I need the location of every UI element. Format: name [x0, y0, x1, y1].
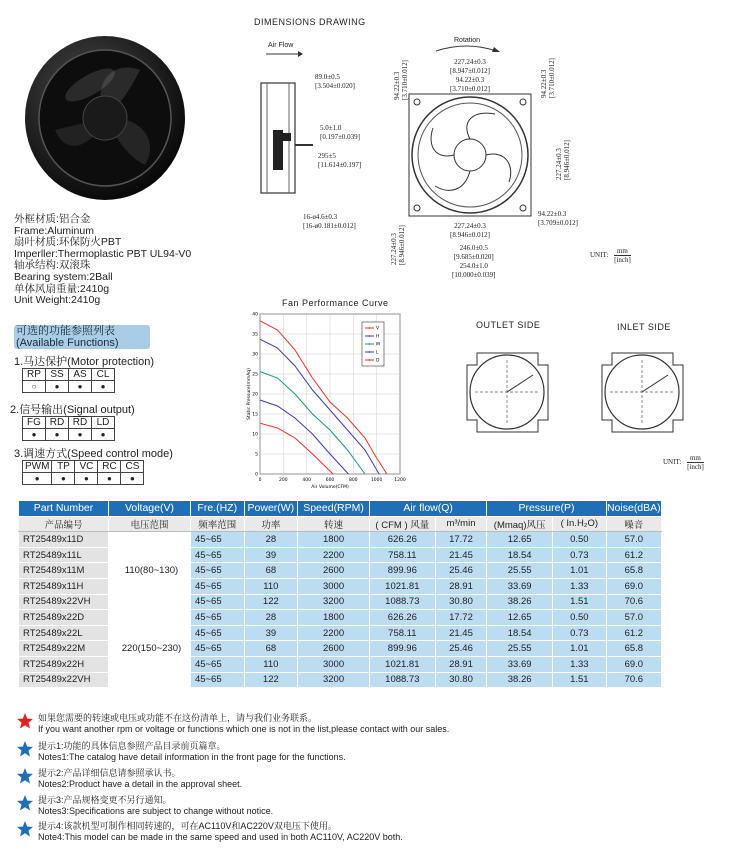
header-voltage: Voltage(V) — [109, 501, 191, 517]
cell-m3min: 25.46 — [435, 563, 487, 579]
legend-label: M — [376, 342, 380, 348]
cell-part-number: RT25489x22M — [19, 641, 109, 657]
cell-voltage: 220(150~230) — [109, 610, 191, 688]
cell-inh2o: 1.51 — [553, 594, 607, 610]
mark-cell: ● — [69, 429, 92, 441]
cell-m3min: 30.80 — [435, 672, 487, 688]
dim-89: 89.0±0.5 — [315, 73, 340, 81]
cell-power: 122 — [244, 672, 298, 688]
sub-part-number: 产品编号 — [19, 516, 109, 532]
code-cell: CS — [121, 461, 144, 473]
dim-227-left-v: 227.24±0.3 — [390, 233, 398, 265]
y-tick-label: 35 — [252, 332, 258, 338]
cell-power: 39 — [244, 547, 298, 563]
cell-cfm: 899.96 — [369, 641, 435, 657]
dim-94-top-inch: [3.710±0.012] — [450, 85, 491, 93]
code-cell: RD — [46, 417, 69, 429]
note-en: Notes3:Specifications are subject to change without notice. — [38, 805, 274, 816]
cell-inh2o: 0.50 — [553, 532, 607, 548]
cell-mmaq: 18.54 — [487, 547, 553, 563]
cell-inh2o: 0.73 — [553, 547, 607, 563]
header-frequency: Fre.(HZ) — [190, 501, 244, 517]
y-tick-label: 0 — [255, 472, 258, 478]
dim-227-left-v-inch: [8.946±0.012] — [398, 224, 406, 265]
spec-weight-cn: 单体风扇重量:2410g — [14, 282, 110, 295]
cell-noise: 65.8 — [606, 563, 661, 579]
side-profile-drawing — [255, 75, 315, 205]
star-icon — [16, 794, 34, 812]
cell-power: 110 — [244, 578, 298, 594]
dim-227-top: 227.24±0.3 — [454, 58, 486, 66]
cell-noise: 70.6 — [606, 672, 661, 688]
cell-mmaq: 33.69 — [487, 578, 553, 594]
mark-cell: ● — [23, 429, 46, 441]
x-axis-label: Air Volume(CFM) — [311, 485, 349, 490]
spec-frame-en: Frame:Aluminum — [14, 224, 94, 237]
drawing-title: DIMENSIONS DRAWING — [254, 17, 366, 27]
cell-part-number: RT25489x22D — [19, 610, 109, 626]
mark-cell: ● — [52, 473, 75, 485]
unit-mm: mm — [614, 247, 631, 256]
functions-title-en: (Available Functions) — [16, 336, 119, 349]
sub-frequency: 频率范围 — [190, 516, 244, 532]
cell-frequency: 45~65 — [190, 672, 244, 688]
cell-noise: 65.8 — [606, 641, 661, 657]
outlet-side-title: OUTLET SIDE — [476, 320, 541, 330]
code-cell: RP — [23, 369, 46, 381]
note-en: If you want another rpm or voltage or functions which one is not in the list,please contact with our sales. — [38, 723, 450, 734]
cell-frequency: 45~65 — [190, 625, 244, 641]
cell-m3min: 17.72 — [435, 610, 487, 626]
cell-cfm: 1021.81 — [369, 578, 435, 594]
inlet-side-drawing — [590, 335, 695, 450]
cell-part-number: RT25489x11H — [19, 578, 109, 594]
cell-speed: 3000 — [298, 578, 370, 594]
cell-noise: 69.0 — [606, 656, 661, 672]
cell-frequency: 45~65 — [190, 532, 244, 548]
cell-inh2o: 1.33 — [553, 578, 607, 594]
motor-protection-label: 1.马达保护(Motor protection) — [14, 356, 154, 368]
front-view-drawing — [405, 90, 535, 220]
spec-bearing-en: Bearing system:2Ball — [14, 270, 113, 283]
cell-cfm: 1088.73 — [369, 594, 435, 610]
dim-227-top-inch: [8.947±0.012] — [450, 67, 491, 75]
sides-unit-label: UNIT: — [663, 458, 682, 467]
header-airflow: Air flow(Q) — [369, 501, 486, 517]
note-cn: 提示1:功能的具体信息参照产品目录前页篇章。 — [38, 741, 226, 751]
x-tick-label: 800 — [349, 478, 358, 483]
functions-title — [14, 325, 150, 349]
signal-output-table — [22, 416, 115, 441]
cell-speed: 1800 — [298, 610, 370, 626]
code-cell: RC — [98, 461, 121, 473]
sub-cfm: ( CFM ) 风量 — [369, 516, 435, 532]
dim-94-left-v: 94.22±0.3 — [393, 71, 401, 100]
dim-254-inch: [10.000±0.039] — [452, 271, 496, 279]
outlet-side-drawing — [455, 335, 560, 450]
mark-cell: ● — [46, 381, 69, 393]
sides-unit-inch: [inch] — [687, 463, 704, 471]
cell-inh2o: 1.01 — [553, 563, 607, 579]
cell-speed: 3000 — [298, 656, 370, 672]
air-flow-label: Air Flow — [268, 42, 294, 49]
cell-part-number: RT25489x22L — [19, 625, 109, 641]
y-tick-label: 40 — [252, 312, 258, 318]
note — [38, 795, 273, 816]
cell-part-number: RT25489x22H — [19, 656, 109, 672]
y-tick-label: 25 — [252, 372, 258, 378]
cell-power: 28 — [244, 532, 298, 548]
dim-5: 5.0±1.0 — [320, 124, 342, 132]
cell-noise: 61.2 — [606, 625, 661, 641]
header-power: Power(W) — [244, 501, 298, 517]
table-header-row — [19, 501, 662, 517]
fan-photo — [20, 30, 190, 205]
dim-246-inch: [9.685±0.020] — [453, 253, 494, 261]
sides-unit-mm: mm — [687, 454, 704, 463]
curve-title: Fan Performance Curve — [282, 298, 389, 308]
mark-cell: ● — [92, 381, 115, 393]
mark-cell: ● — [75, 473, 98, 485]
x-tick-label: 200 — [279, 478, 288, 483]
code-cell: PWM — [23, 461, 52, 473]
dim-94-right-inch: [3.709±0.012] — [538, 219, 579, 227]
legend-label: V — [376, 326, 380, 332]
note — [38, 741, 346, 762]
cell-voltage: 110(80~130) — [109, 532, 191, 610]
note — [38, 768, 242, 789]
dim-94-right: 94.22±0.3 — [538, 210, 567, 218]
cell-noise: 57.0 — [606, 610, 661, 626]
y-tick-label: 20 — [252, 392, 258, 398]
sub-inh2o: ( In.H₂O) — [553, 516, 607, 532]
note-cn: 提示3:产品规格变更不另行通知。 — [38, 795, 172, 805]
dim-227-bottom: 227.24±0.3 — [454, 222, 486, 230]
note — [38, 821, 403, 842]
cell-mmaq: 18.54 — [487, 625, 553, 641]
speed-control-label: 3.调速方式(Speed control mode) — [14, 448, 173, 460]
unit-inch: [inch] — [614, 256, 631, 264]
cell-inh2o: 0.50 — [553, 610, 607, 626]
cell-speed: 3200 — [298, 672, 370, 688]
x-tick-label: 1000 — [370, 478, 383, 483]
star-icon — [16, 740, 34, 758]
mark-cell: ● — [23, 473, 52, 485]
sub-voltage: 电压范围 — [109, 516, 191, 532]
note — [38, 713, 449, 734]
cell-part-number: RT25489x11D — [19, 532, 109, 548]
cell-cfm: 1088.73 — [369, 672, 435, 688]
sub-speed: 转速 — [298, 516, 370, 532]
sub-m3min: m³/min — [435, 516, 487, 532]
spec-list — [14, 214, 191, 307]
mark-cell: ● — [121, 473, 144, 485]
mark-cell: ○ — [23, 381, 46, 393]
cell-speed: 2200 — [298, 625, 370, 641]
cell-frequency: 45~65 — [190, 641, 244, 657]
code-cell: LD — [92, 417, 115, 429]
cell-cfm: 758.11 — [369, 625, 435, 641]
legend-marker — [369, 351, 371, 353]
cell-power: 28 — [244, 610, 298, 626]
spec-frame-cn: 外框材质:铝合金 — [14, 213, 91, 225]
y-tick-label: 5 — [255, 452, 258, 458]
cell-noise: 69.0 — [606, 578, 661, 594]
dim-254: 254.0±1.0 — [459, 262, 488, 270]
x-tick-label: 400 — [302, 478, 311, 483]
cell-cfm: 758.11 — [369, 547, 435, 563]
signal-output-label: 2.信号输出(Signal output) — [10, 404, 135, 416]
air-flow-arrow-icon — [264, 50, 304, 58]
cell-mmaq: 38.26 — [487, 594, 553, 610]
cell-part-number: RT25489x22VH — [19, 672, 109, 688]
code-cell: SS — [46, 369, 69, 381]
mark-cell: ● — [46, 429, 69, 441]
rotation-arrow-icon — [432, 43, 502, 53]
cell-m3min: 30.80 — [435, 594, 487, 610]
cell-m3min: 21.45 — [435, 547, 487, 563]
dim-295-inch: [11.614±0.197] — [318, 161, 362, 169]
dim-5-inch: [0.197±0.039] — [320, 133, 361, 141]
spec-impeller-cn: 扇叶材质:环保防火PBT — [14, 236, 122, 249]
note-cn: 提示2:产品详细信息请参照承认书。 — [38, 768, 181, 778]
cell-noise: 70.6 — [606, 594, 661, 610]
legend-marker — [369, 343, 371, 345]
table-row — [19, 610, 662, 626]
cell-frequency: 45~65 — [190, 547, 244, 563]
header-pressure: Pressure(P) — [487, 501, 606, 517]
cell-part-number: RT25489x11M — [19, 563, 109, 579]
cell-power: 110 — [244, 656, 298, 672]
cell-power: 68 — [244, 563, 298, 579]
dim-94-right-v: 94.22±0.3 — [540, 69, 548, 98]
rotation-label: Rotation — [454, 37, 481, 44]
x-tick-label: 1200 — [394, 478, 406, 483]
unit-label: UNIT: — [590, 251, 609, 260]
dim-94-right-v-inch: [3.710±0.012] — [548, 57, 556, 98]
y-tick-label: 30 — [252, 352, 258, 358]
cell-m3min: 21.45 — [435, 625, 487, 641]
spec-table — [18, 500, 662, 688]
cell-power: 39 — [244, 625, 298, 641]
y-tick-label: 10 — [252, 432, 258, 438]
dim-295: 295±5 — [318, 152, 336, 160]
cell-mmaq: 25.55 — [487, 641, 553, 657]
note-cn: 提示4:该款机型可制作相同转速的，可在AC110V和AC220V双电压下使用。 — [38, 821, 337, 831]
spec-weight-en: Unit Weight:2410g — [14, 294, 101, 307]
cell-cfm: 626.26 — [369, 610, 435, 626]
cell-m3min: 28.91 — [435, 578, 487, 594]
cell-part-number: RT25489x22VH — [19, 594, 109, 610]
cell-noise: 61.2 — [606, 547, 661, 563]
dim-227-right-v-inch: [8.946±0.012] — [563, 139, 571, 180]
cell-inh2o: 1.51 — [553, 672, 607, 688]
mark-cell: ● — [92, 429, 115, 441]
cell-speed: 2600 — [298, 641, 370, 657]
legend-marker — [369, 335, 371, 337]
header-part-number: Part Number — [19, 501, 109, 517]
cell-frequency: 45~65 — [190, 656, 244, 672]
cell-speed: 3200 — [298, 594, 370, 610]
cell-speed: 2200 — [298, 547, 370, 563]
speed-control-table — [22, 460, 144, 485]
cell-m3min: 28.91 — [435, 656, 487, 672]
inlet-side-title: INLET SIDE — [617, 322, 671, 332]
code-cell: TP — [52, 461, 75, 473]
cell-mmaq: 12.65 — [487, 532, 553, 548]
code-cell: AS — [69, 369, 92, 381]
cell-noise: 57.0 — [606, 532, 661, 548]
star-icon — [16, 820, 34, 838]
cell-speed: 1800 — [298, 532, 370, 548]
cell-m3min: 17.72 — [435, 532, 487, 548]
code-cell: CL — [92, 369, 115, 381]
table-row — [19, 532, 662, 548]
legend-marker — [369, 327, 371, 329]
cell-inh2o: 0.73 — [553, 625, 607, 641]
legend-label: L — [376, 350, 379, 356]
code-cell: VC — [75, 461, 98, 473]
cell-cfm: 1021.81 — [369, 656, 435, 672]
legend-label: H — [376, 334, 380, 340]
cell-mmaq: 25.55 — [487, 563, 553, 579]
y-tick-label: 15 — [252, 412, 258, 418]
cell-speed: 2600 — [298, 563, 370, 579]
dim-227-right-v: 227.24±0.3 — [555, 148, 563, 180]
functions-title-cn: 可选的功能参照列表 — [16, 325, 115, 337]
cell-frequency: 45~65 — [190, 578, 244, 594]
legend-label: D — [376, 358, 380, 364]
cell-inh2o: 1.33 — [553, 656, 607, 672]
cell-frequency: 45~65 — [190, 563, 244, 579]
header-noise: Noise(dBA) — [606, 502, 661, 515]
header-speed: Speed(RPM) — [298, 501, 370, 517]
mark-cell: ● — [69, 381, 92, 393]
note-en: Notes2:Product have a detail in the approval sheet. — [38, 778, 243, 789]
cell-mmaq: 38.26 — [487, 672, 553, 688]
dim-227-bottom-inch: [8.946±0.012] — [450, 231, 491, 239]
y-axis-label: Static Pressure(mmAq) — [247, 368, 252, 420]
spec-impeller-en: Imperller:Thermoplastic PBT UL94-V0 — [14, 247, 192, 260]
cell-inh2o: 1.01 — [553, 641, 607, 657]
note-en: Note4:This model can be made in the same speed and used in both AC110V, AC220V both. — [38, 831, 403, 842]
star-icon — [16, 712, 34, 730]
cell-cfm: 626.26 — [369, 532, 435, 548]
dim-holes: 16-ø4.6±0.3 — [303, 213, 338, 221]
dim-94-top: 94.22±0.3 — [455, 76, 485, 84]
dim-246: 246.0±0.5 — [459, 244, 488, 252]
cell-frequency: 45~65 — [190, 610, 244, 626]
cell-power: 68 — [244, 641, 298, 657]
dim-holes-inch: [16-ø0.181±0.012] — [303, 222, 356, 230]
sub-power: 功率 — [244, 516, 298, 532]
dim-94-left-v-inch: [3.710±0.012] — [401, 59, 409, 100]
cell-frequency: 45~65 — [190, 594, 244, 610]
cell-part-number: RT25489x11L — [19, 547, 109, 563]
cell-cfm: 899.96 — [369, 563, 435, 579]
table-subheader-row — [19, 516, 662, 532]
note-en: Notes1:The catalog have detail information in the front page for the functions. — [38, 751, 346, 762]
sub-mmaq: (Mmaq)风压 — [487, 516, 553, 532]
cell-mmaq: 33.69 — [487, 656, 553, 672]
cell-mmaq: 12.65 — [487, 610, 553, 626]
cell-m3min: 25.46 — [435, 641, 487, 657]
performance-chart — [246, 308, 416, 494]
note-cn: 如果您需要的转速或电压或功能不在这份清单上，请与我们业务联系。 — [38, 713, 318, 723]
code-cell: FG — [23, 417, 46, 429]
cell-power: 122 — [244, 594, 298, 610]
star-icon — [16, 767, 34, 785]
legend-marker — [369, 359, 371, 361]
code-cell: $\overline{RD}$ — [69, 417, 92, 429]
x-tick-label: 0 — [258, 478, 262, 483]
spec-bearing-cn: 轴承结构:双滚珠 — [14, 259, 91, 272]
dim-89-inch: [3.504±0.020] — [315, 82, 356, 90]
motor-protection-table — [22, 368, 115, 393]
x-tick-label: 600 — [325, 478, 335, 483]
sub-noise: 噪音 — [606, 516, 661, 532]
mark-cell: ● — [98, 473, 121, 485]
